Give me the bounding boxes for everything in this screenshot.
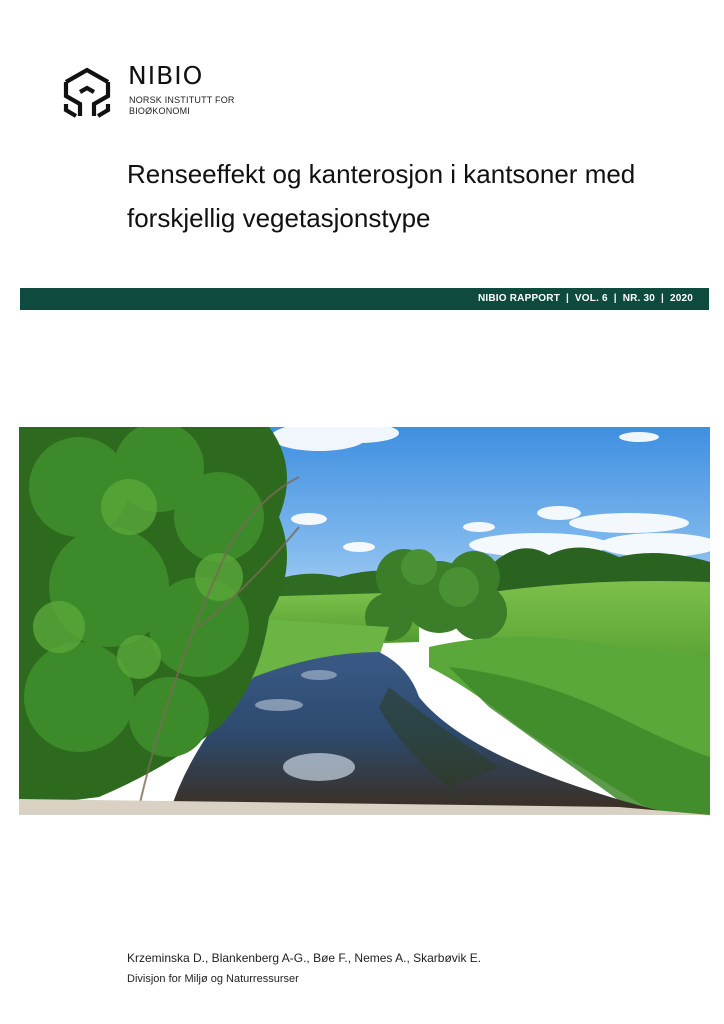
- report-title: [127, 152, 687, 240]
- authors: Krzeminska D., Blankenberg A-G., Bøe F., Nemes A., Skarbøvik E.: [127, 951, 482, 965]
- logo-subtitle-line1: NORSK INSTITUTT FOR: [129, 95, 235, 105]
- logo-name: NIBIO: [128, 61, 204, 90]
- division: Divisjon for Miljø og Naturressurser: [127, 973, 299, 985]
- series-info: NIBIO RAPPORT | VOL. 6 | NR. 30 | 2020: [477, 293, 693, 304]
- logo-subtitle: [129, 95, 259, 117]
- nibio-logo: [62, 62, 252, 122]
- cover-photo: [19, 427, 710, 815]
- report-title-line2: forskjellig vegetasjonstype: [127, 203, 431, 233]
- nibio-logo-icon: [62, 66, 112, 118]
- series-band: [20, 288, 709, 310]
- logo-subtitle-line2: BIOØKONOMI: [129, 106, 191, 116]
- river-landscape-photo: [19, 427, 710, 815]
- report-title-line1: Renseeffekt og kanterosjon i kantsoner med: [127, 159, 636, 189]
